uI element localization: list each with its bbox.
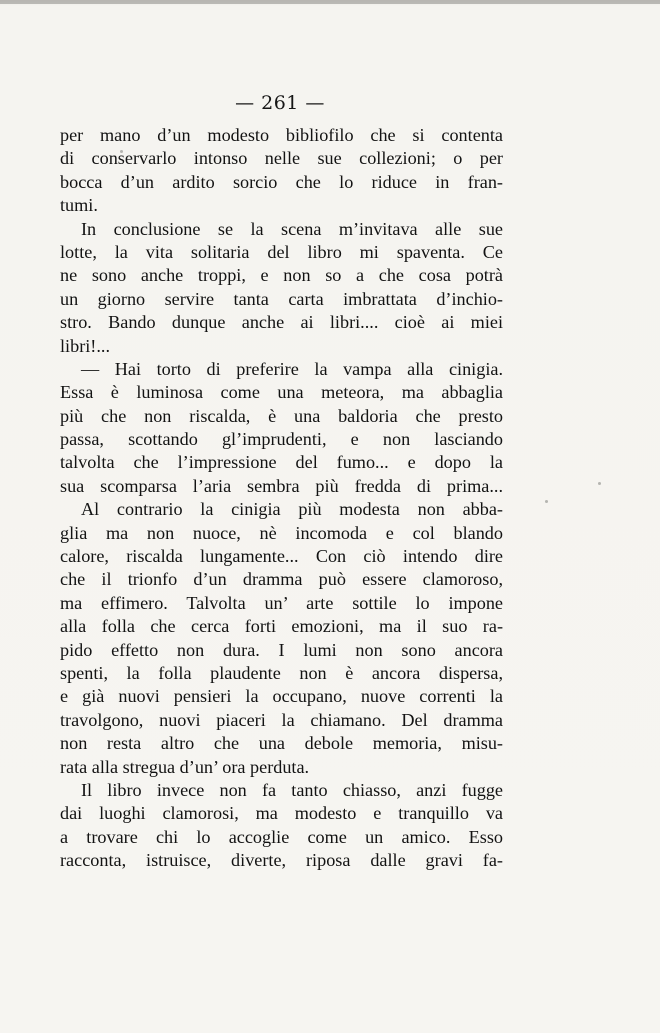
text-line: ne sono anche troppi, e non so a che cosa potrà	[60, 265, 503, 286]
text-line: libri!...	[60, 335, 111, 356]
page-number: — 261 —	[235, 92, 325, 114]
text-line: tumi.	[60, 195, 98, 216]
text-line: calore, riscalda lungamente... Con ciò intendo dire	[60, 546, 503, 567]
text-line: stro. Bando dunque anche ai libri.... cioè ai miei	[60, 312, 503, 333]
text-line: che il trionfo d’un dramma può essere clamoroso,	[60, 569, 503, 590]
body-text	[60, 124, 503, 873]
text-line: dai luoghi clamorosi, ma modesto e tranquillo va	[60, 803, 503, 824]
text-line: di conservarlo intonso nelle sue collezioni; o per	[60, 148, 503, 169]
paper-speck	[545, 500, 548, 503]
text-line: alla folla che cerca forti emozioni, ma il suo ra-	[60, 616, 503, 637]
text-line: sua scomparsa l’aria sembra più fredda di prima...	[60, 475, 503, 496]
text-line: ma effimero. Talvolta un’ arte sottile lo impone	[60, 592, 503, 613]
text-line: Al contrario la cinigia più modesta non abba-	[81, 499, 503, 520]
text-line: travolgono, nuovi piaceri la chiamano. Del dramma	[60, 709, 503, 730]
text-line: glia ma non nuoce, nè incomoda e col blando	[60, 522, 503, 543]
text-line: e già nuovi pensieri la occupano, nuove correnti la	[60, 686, 503, 707]
text-line: un giorno servire tanta carta imbrattata d’inchio-	[60, 288, 503, 309]
text-line: per mano d’un modesto bibliofilo che si contenta	[60, 125, 503, 145]
text-line: pido effetto non dura. I lumi non sono ancora	[60, 639, 503, 660]
text-line: passa, scottando gl’imprudenti, e non lasciando	[60, 429, 503, 450]
text-line: non resta altro che una debole memoria, misu-	[60, 733, 503, 754]
text-line: a trovare chi lo accoglie come un amico. Esso	[60, 826, 503, 847]
text-line: più che non riscalda, è una baldoria che presto	[60, 405, 503, 426]
text-line: Essa è luminosa come una meteora, ma abbaglia	[60, 382, 503, 403]
text-line: rata alla stregua d’un’ ora perduta.	[60, 756, 310, 777]
text-line: racconta, istruisce, diverte, riposa dalle gravi fa-	[60, 850, 503, 871]
text-line: spenti, la folla plaudente non è ancora dispersa,	[60, 662, 503, 683]
text-line: In conclusione se la scena m’invitava alle sue	[81, 218, 503, 239]
page-top-edge	[0, 0, 660, 4]
text-line: lotte, la vita solitaria del libro mi spaventa. Ce	[60, 241, 503, 262]
text-line: — Hai torto di preferire la vampa alla cinigia.	[81, 358, 503, 379]
text-line: Il libro invece non fa tanto chiasso, anzi fugge	[81, 779, 503, 800]
text-line: bocca d’un ardito sorcio che lo riduce in fran-	[60, 171, 503, 192]
text-line: talvolta che l’impressione del fumo... e dopo la	[60, 452, 503, 473]
paper-speck	[598, 482, 601, 485]
